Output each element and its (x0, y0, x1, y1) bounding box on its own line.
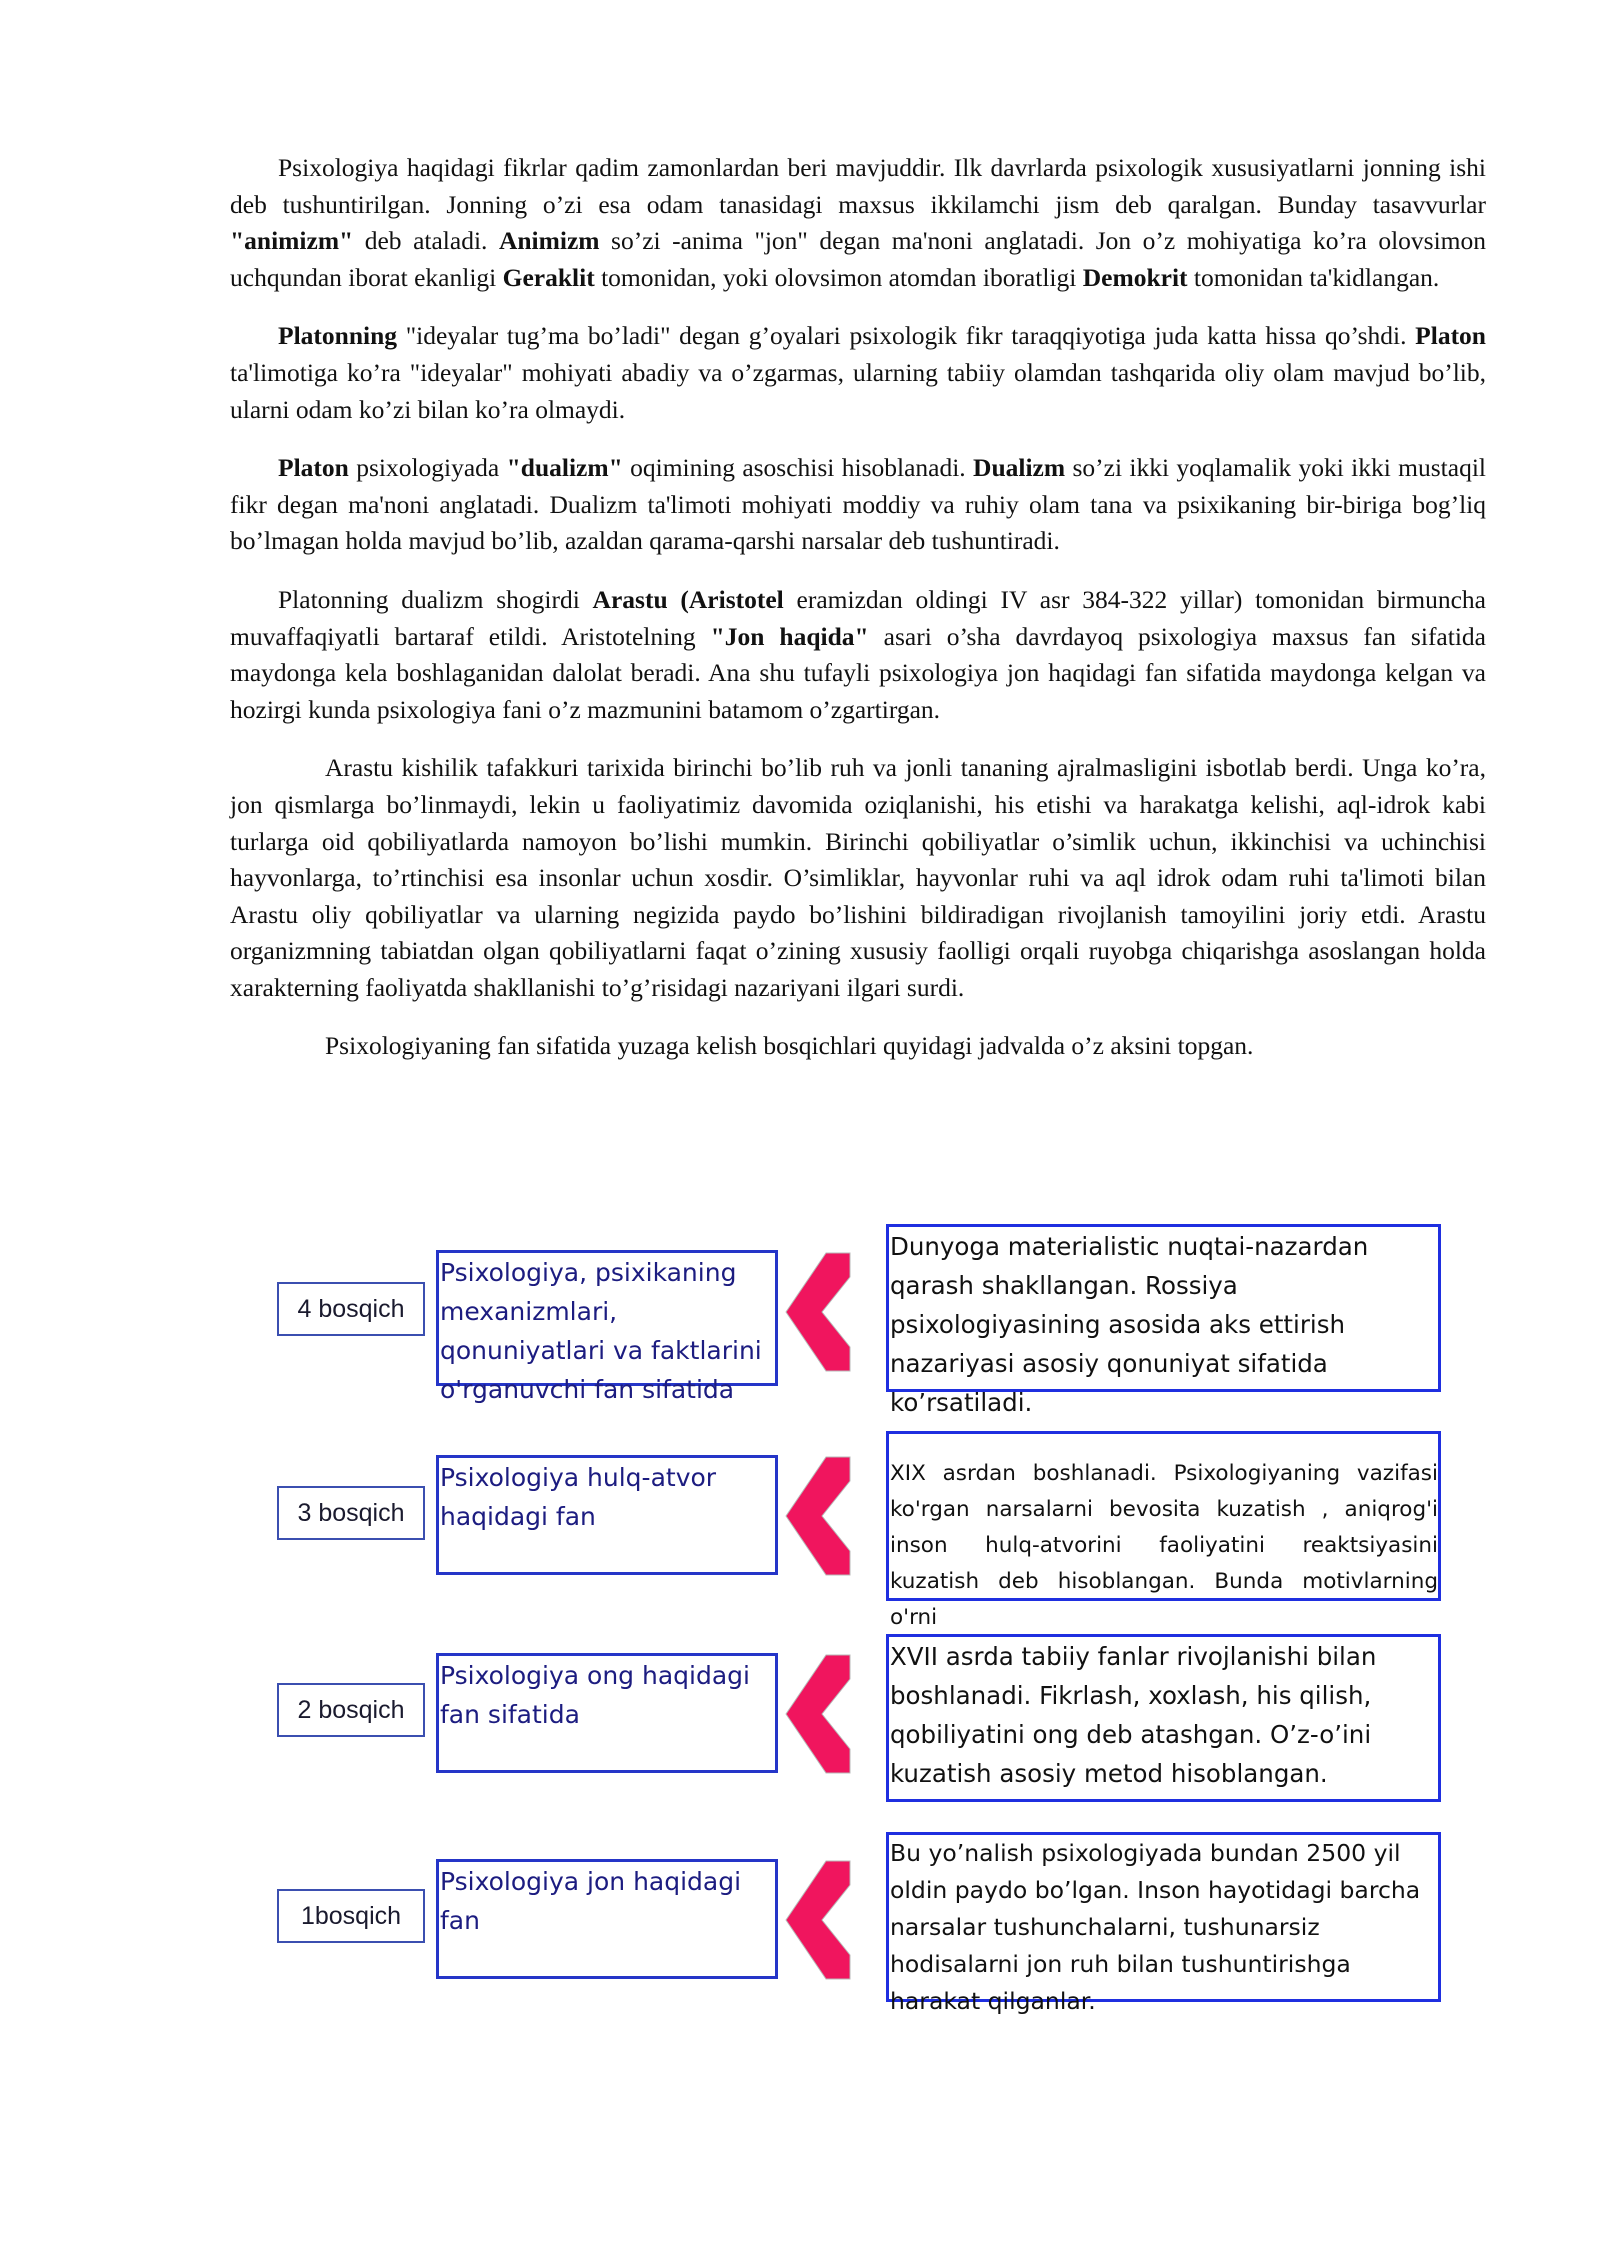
bold-term: Animizm (498, 226, 600, 256)
stage-description-box: XIX asrdan boshlanadi. Psixologiyaning vazifasi ko'rgan narsalarni bevosita kuzatish , aniqrog'i inson hulq-atvorini faoliyatini reaktsiyasini kuzatish deb hisoblangan. Bunda motivlarning o'rni (886, 1431, 1441, 1601)
bold-term: Geraklit (502, 262, 595, 292)
bold-term: Platon (278, 453, 349, 483)
stage-description-box: XVII asrda tabiiy fanlar rivojlanishi bilan boshlanadi. Fikrlash, xoxlash, his qilish, qobiliyatini ong deb atashgan. O’z-o’ini kuzatish asosiy metod hisoblangan. (886, 1634, 1441, 1802)
text-run: deb ataladi. (353, 226, 499, 256)
bold-term: Platonning (278, 321, 398, 351)
bold-term: Platon (1415, 321, 1486, 351)
bold-term: "animizm" (230, 226, 354, 256)
stage-description-box: Bu yo’nalish psixologiyada bundan 2500 yil oldin paydo bo’lgan. Inson hayotidagi barcha narsalar tushunchalarni, tushunarsiz hodisalarni jon ruh bilan tushuntirishga harakat qilganlar. (886, 1832, 1441, 2002)
text-run: tomonidan, yoki olovsimon atomdan iboratligi (594, 262, 1083, 292)
chevron-left-icon (786, 1457, 850, 1575)
text-run: psixologiyada (348, 453, 507, 483)
text-run: Platonning dualizm shogirdi (278, 584, 593, 614)
text-run: so’zi ikki yoqlamalik yoki ikki mustaqil fikr degan ma'noni anglatadi. Dualizm ta'limoti mohiyati moddiy va ruhiy olam tana va psixikaning bir-biriga bog’liq bo’lmagan holda mavjud bo’lib, azaldan qarama-qarshi narsalar deb tushuntiradi. (230, 453, 1486, 556)
stage-title-box: Psixologiya hulq-atvor haqidagi fan (436, 1455, 778, 1575)
stage-title-box: Psixologiya ong haqidagi fan sifatida (436, 1653, 778, 1773)
bold-term: Arastu (Aristotel (592, 584, 784, 614)
chevron-left-icon (786, 1253, 850, 1371)
text-run: eramizdan oldingi IV asr 384-322 yillar) tomonidan birmuncha muvaffaqiyatli bartaraf etildi. Aristotelning (230, 584, 1486, 651)
stage-description-box: Dunyoga materialistic nuqtai-nazardan qarash shakllangan. Rossiya psixologiyasining asosida aks ettirish nazariyasi asosiy qonuniyat sifatida ko’rsatiladi. (886, 1224, 1441, 1392)
stage-title-box: Psixologiya jon haqidagi fan (436, 1859, 778, 1979)
bold-term: "dualizm" (506, 453, 623, 483)
bold-term: Demokrit (1082, 262, 1188, 292)
text-run: so’zi -anima "jon" degan ma'noni anglatadi. Jon o’z mohiyatiga ko’ra olovsimon uchqundan iborat ekanligi (230, 226, 1486, 292)
stage-label: 1bosqich (277, 1889, 425, 1943)
stage-label: 4 bosqich (277, 1282, 425, 1336)
text-run: tomonidan ta'kidlangan. (1187, 262, 1440, 292)
text-run: Psixologiyaning fan sifatida yuzaga kelish bosqichlari quyidagi jadvalda o’z aksini topgan. (325, 1031, 1254, 1061)
bold-term: "Jon haqida" (710, 621, 869, 651)
bold-term: Dualizm (973, 453, 1066, 483)
text-run: ta'limotiga ko’ra "ideyalar" mohiyati abadiy va o’zgarmas, ularning tabiiy olamdan tashqarida oliy olam mavjud bo’lib, ularni odam ko’zi bilan ko’ra olmaydi. (230, 357, 1486, 424)
stage-label: 2 bosqich (277, 1683, 425, 1737)
stage-label: 3 bosqich (277, 1486, 425, 1540)
text-run: Psixologiya haqidagi fikrlar qadim zamonlardan beri mavjuddir. Ilk davrlarda psixologik xususiyatlarni jonning ishi deb tushuntirilgan. Jonning o’zi esa odam tanasidagi maxsus ikkilamchi jism deb qaralgan. Bunday tasavvurlar (230, 153, 1486, 219)
chevron-left-icon (786, 1861, 850, 1979)
text-run: "ideyalar tug’ma bo’ladi" degan g’oyalari psixologik fikr taraqqiyotiga juda katta hissa qo’shdi. (397, 321, 1416, 351)
stage-title-box: Psixologiya, psixikaning mexanizmlari, qonuniyatlari va faktlarini o'rganuvchi fan sifatida (436, 1250, 778, 1386)
text-run: asari o’sha davrdayoq psixologiya maxsus fan sifatida maydonga kela boshlaganidan dalolat beradi. Ana shu tufayli psixologiya jon haqidagi fan sifatida maydonga kelgan va hozirgi kunda psixologiya fani o’z mazmunini batamom o’zgartirgan. (230, 621, 1486, 724)
chevron-left-icon (786, 1655, 850, 1773)
text-run: Arastu kishilik tafakkuri tarixida birinchi bo’lib ruh va jonli tananing ajralmasligini isbotlab berdi. Unga ko’ra, jon qismlarga bo’linmaydi, lekin u faoliyatimiz davomida oziqlanishi, his etishi va harakatga kelishi, aql-idrok kabi turlarga oid qobiliyatlarda namoyon bo’lishi mumkin. Birinchi qobiliyatlar o’simlik uchun, ikkinchisi va uchinchisi hayvonlarga, to’rtinchisi esa insonlar uchun xosdir. O’simliklar, hayvonlar ruhi va aql idrok odam ruhi ta'limoti bilan Arastu oliy qobiliyatlar va ularning negizida paydo bo’lishini bildiradigan rivojlanish tamoyilini joriy etdi. Arastu organizmning tabiatdan olgan qobiliyatlarni faqat o’zining xususiy faolligi orqali ruyobga chiqarishga asoslangan holda xarakterning faoliyatda shakllanishi to’g’risidagi nazariyani ilgari surdi. (230, 753, 1486, 1002)
text-run: oqimining asoschisi hisoblanadi. (622, 453, 974, 483)
